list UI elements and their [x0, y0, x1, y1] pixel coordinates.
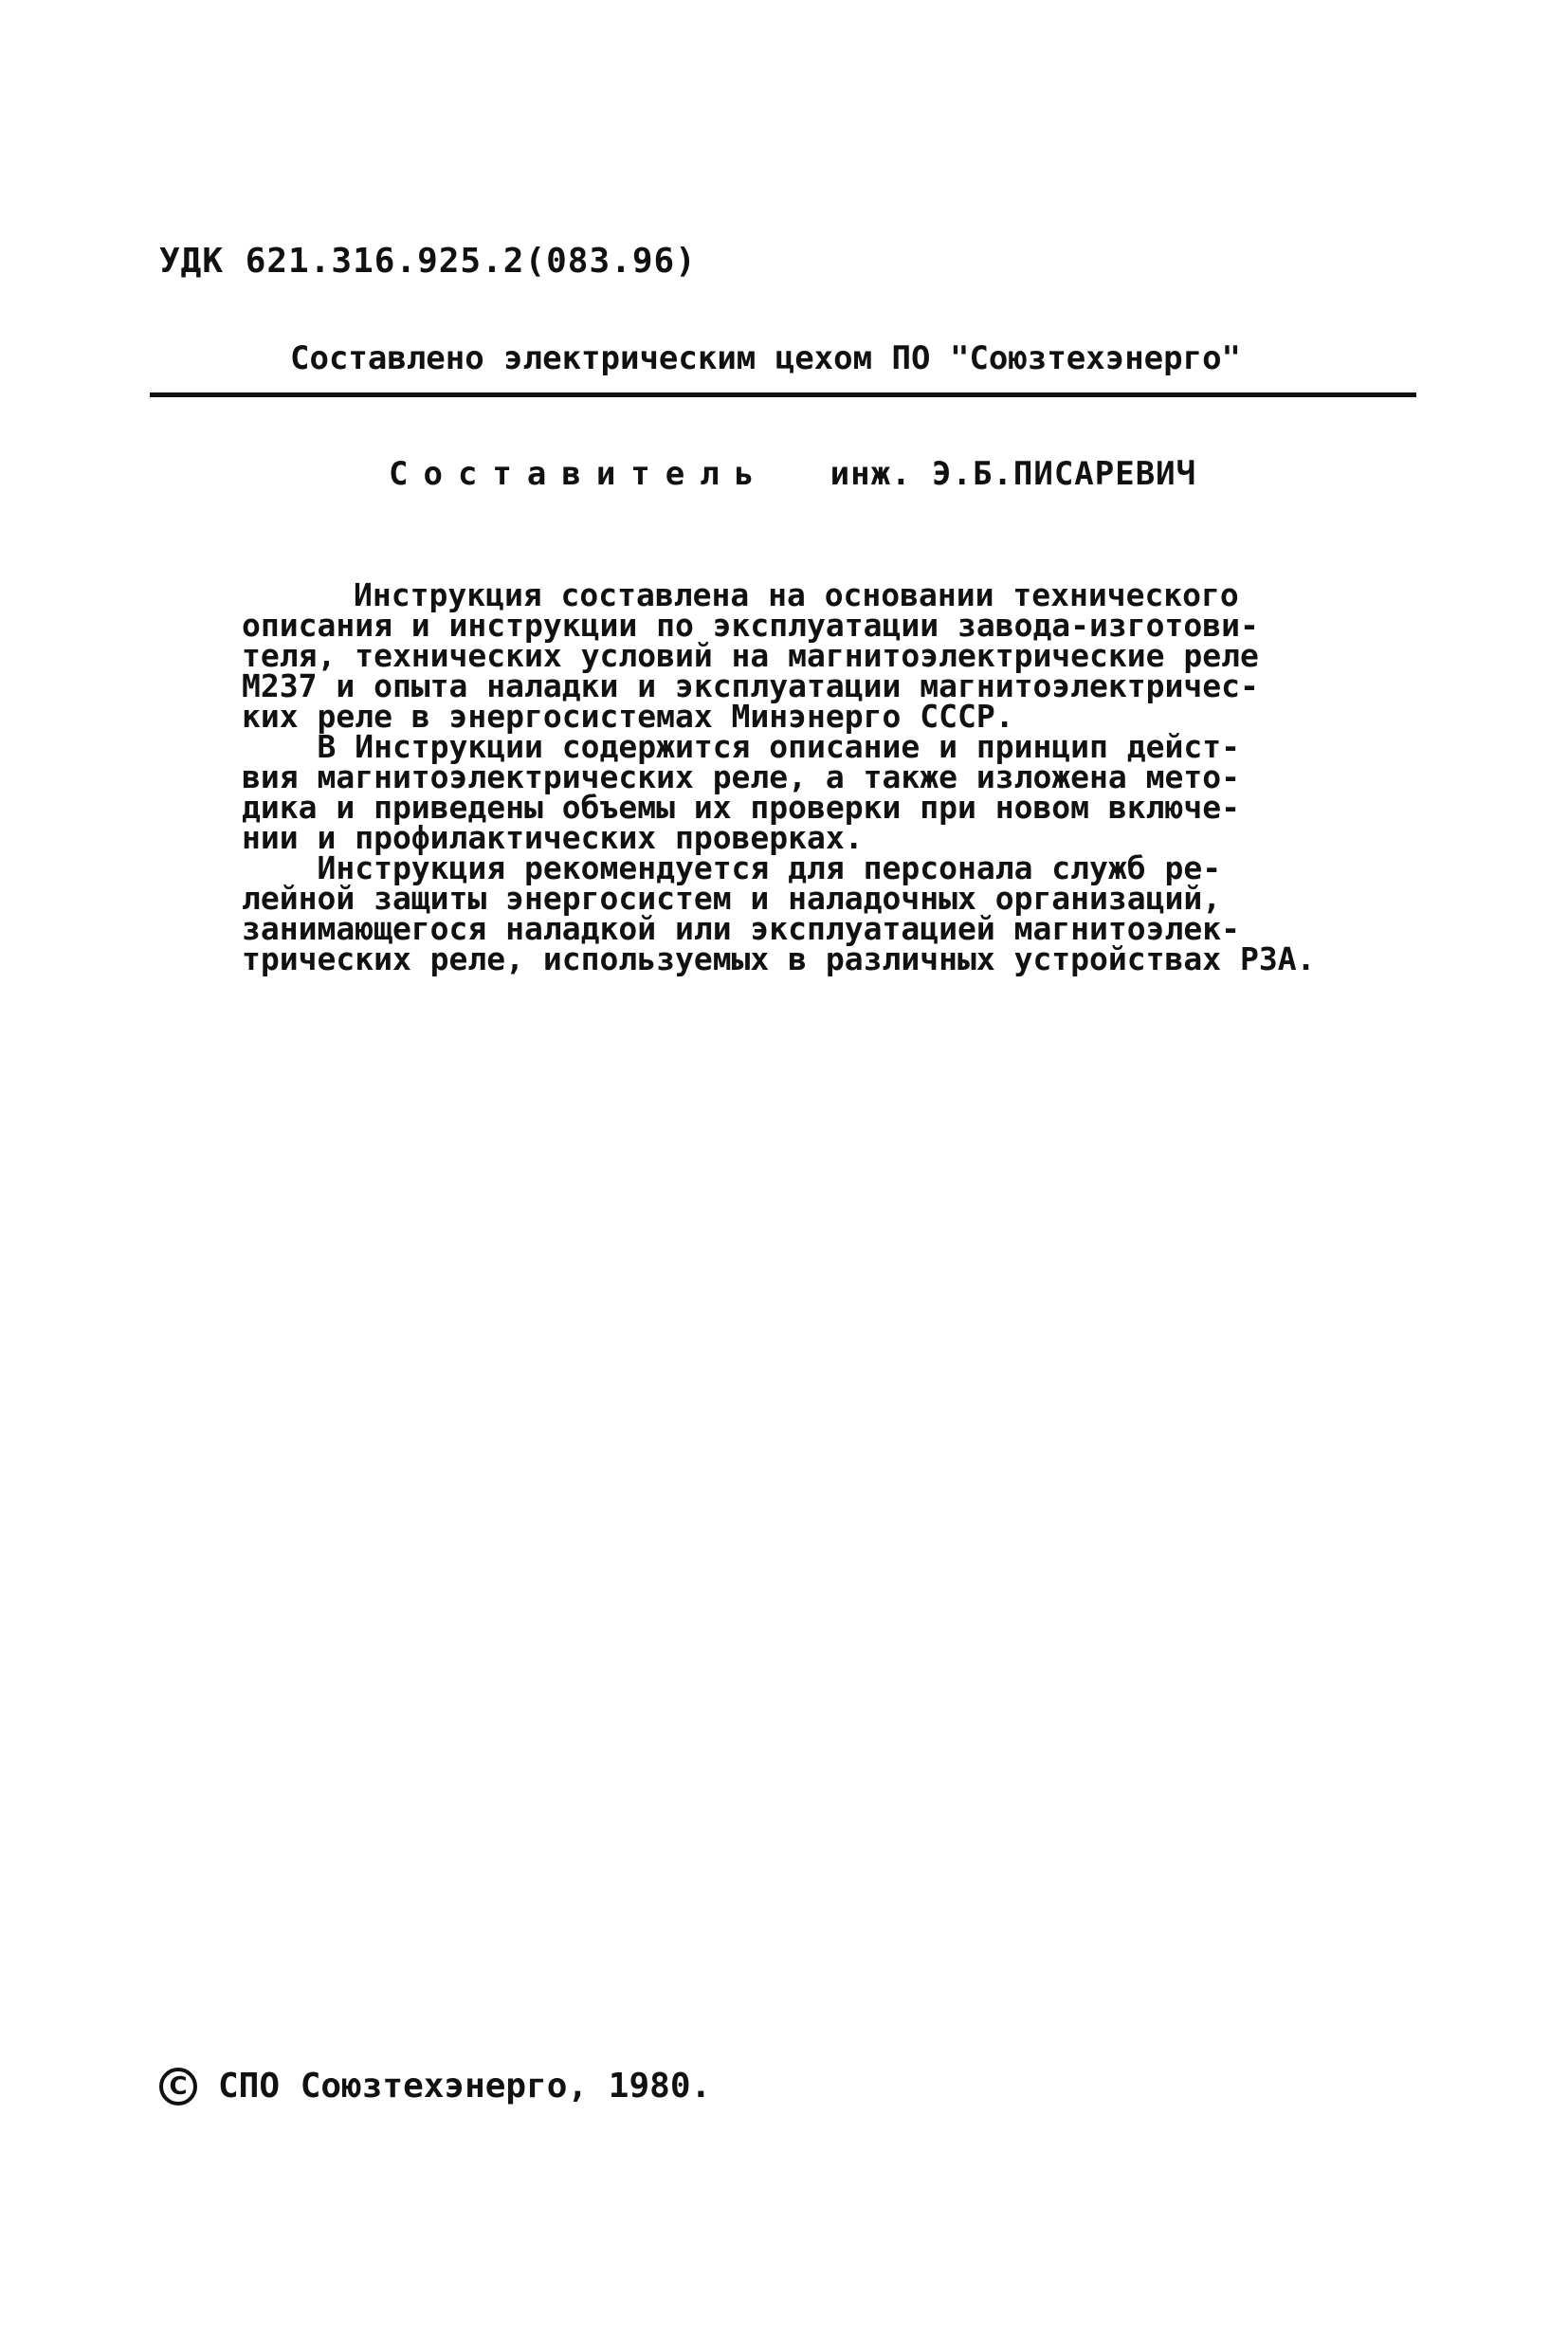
- copyright-notice: [159, 2067, 711, 2106]
- abstract-line: Инструкция рекомендуется для персонала служб ре-: [242, 849, 1222, 886]
- abstract-paragraphs: [242, 576, 1436, 977]
- abstract-line: нии и профилактических проверках.: [242, 819, 864, 856]
- abstract-line: В Инструкции содержится описание и принцип дейст-: [242, 728, 1240, 765]
- copyright-text: СПО Союзтехэнерго, 1980.: [218, 2067, 712, 2106]
- compiled-by-organization: Составлено электрическим цехом ПО "Союзтехэнерго": [290, 339, 1242, 377]
- abstract-line: Инструкция составлена на основании технического: [354, 576, 1239, 613]
- compiler-name: инж. Э.Б.ПИСАРЕВИЧ: [830, 455, 1197, 493]
- horizontal-rule: [150, 392, 1416, 397]
- abstract-line: теля, технических условий на магнитоэлектрические реле: [242, 637, 1259, 674]
- abstract-line: вия магнитоэлектрических реле, а также изложена мето-: [242, 758, 1240, 795]
- abstract-line: лейной защиты энергосистем и наладочных организаций,: [242, 880, 1222, 917]
- compiler-label: Составитель: [389, 455, 770, 493]
- abstract-line: дика и приведены объемы их проверки при новом включе-: [242, 789, 1240, 826]
- abstract-line: М237 и опыта наладки и эксплуатации магнитоэлектричес-: [242, 667, 1259, 704]
- copyright-icon: C: [159, 2068, 197, 2106]
- abstract-line: ких реле в энергосистемах Минэнерго СССР.: [242, 698, 1014, 735]
- abstract-line: трических реле, используемых в различных устройствах РЗА.: [242, 940, 1316, 977]
- compiler-line: [389, 455, 1196, 493]
- udk-code: УДК 621.316.925.2(083.96): [159, 242, 697, 281]
- abstract-line: занимающегося наладкой или эксплуатацией магнитоэлек-: [242, 910, 1240, 947]
- abstract-line: описания и инструкции по эксплуатации завода-изготови-: [242, 607, 1259, 644]
